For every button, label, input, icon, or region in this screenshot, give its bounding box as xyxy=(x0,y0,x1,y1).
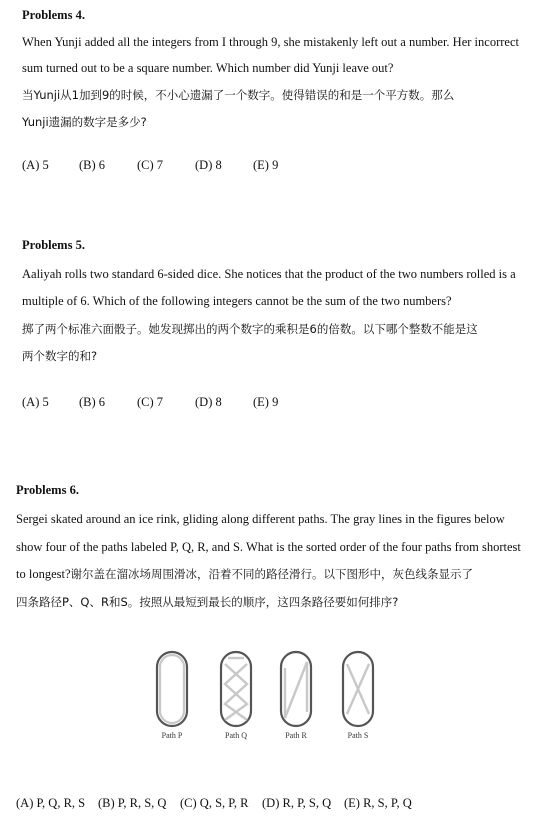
problem-4-choice-e: (E) 9 xyxy=(253,158,279,172)
path-r-label: Path R xyxy=(285,731,307,740)
problem-6-choice-e: (E) R, S, P, Q xyxy=(344,796,412,810)
path-s-label: Path S xyxy=(347,731,369,740)
problem-4-choice-b: (B) 6 xyxy=(79,158,106,172)
problem-6-choice-b: (B) P, R, S, Q xyxy=(98,796,167,810)
problem-5-choice-c: (C) 7 xyxy=(137,395,164,409)
problem-6-text-cn-4: 四条路径P、Q、R和S。按照从最短到最长的顺序，这四条路径要如何排序? xyxy=(16,595,399,609)
problem-4-text-en-2: sum turned out to be a square number. Which number did Yunji leave out? xyxy=(22,61,394,75)
path-p-figure xyxy=(157,652,187,740)
problem-4-text-cn-1: 当Yunji从1加到9的时候，不小心遗漏了一个数字。使得错误的和是一个平方数。那么 xyxy=(22,88,455,102)
problem-5-choice-d: (D) 8 xyxy=(195,395,222,409)
problem-6-choice-c: (C) Q, S, P, R xyxy=(180,796,249,810)
path-p-label: Path P xyxy=(161,731,183,740)
problem-6-text-line-3 xyxy=(16,566,473,582)
problem-4-title: Problems 4. xyxy=(22,8,85,22)
problem-4-text-en-1: When Yunji added all the integers from I through 9, she mistakenly left out a number. Her incorrect xyxy=(22,35,519,49)
problem-6-text-en-2: show four of the paths labeled P, Q, R, and S. What is the sorted order of the four paths from shortest xyxy=(16,540,521,554)
problem-5-title: Problems 5. xyxy=(22,238,85,252)
problem-5-text-en-1: Aaliyah rolls two standard 6-sided dice. She notices that the product of the two numbers rolled is a xyxy=(22,267,516,281)
problem-6-choice-a: (A) P, Q, R, S xyxy=(16,796,86,810)
path-q-label: Path Q xyxy=(225,731,247,740)
problem-4-choice-d: (D) 8 xyxy=(195,158,222,172)
problem-5-text-cn-2: 两个数字的和? xyxy=(22,349,98,363)
problem-5-text-cn-1: 掷了两个标准六面骰子。她发现掷出的两个数字的乘积是6的倍数。以下哪个整数不能是这 xyxy=(22,322,478,336)
problem-5-choice-e: (E) 9 xyxy=(253,395,279,409)
problem-4-text-cn-2: Yunji遗漏的数字是多少? xyxy=(22,115,147,129)
problem-6-text-cn-3: 谢尔盖在溜冰场周围滑冰，沿着不同的路径滑行。以下图形中，灰色线条显示了 xyxy=(70,567,474,581)
problem-4-choice-c: (C) 7 xyxy=(137,158,164,172)
problem-6-choice-d: (D) R, P, S, Q xyxy=(262,796,332,810)
path-q-figure xyxy=(221,652,251,740)
problem-5-text-en-2: multiple of 6. Which of the following integers cannot be the sum of the two numbers? xyxy=(22,294,452,308)
problem-6-text-en-1: Sergei skated around an ice rink, gliding along different paths. The gray lines in the figures below xyxy=(16,512,505,526)
problem-4-choice-a: (A) 5 xyxy=(22,158,49,172)
problem-5-choice-b: (B) 6 xyxy=(79,395,106,409)
paths-figure xyxy=(150,650,390,745)
problem-6-text-en-3: to longest? xyxy=(16,567,71,581)
path-s-figure xyxy=(343,652,373,740)
path-r-figure xyxy=(281,652,311,740)
problem-6-title: Problems 6. xyxy=(16,483,79,497)
problem-5-choice-a: (A) 5 xyxy=(22,395,49,409)
